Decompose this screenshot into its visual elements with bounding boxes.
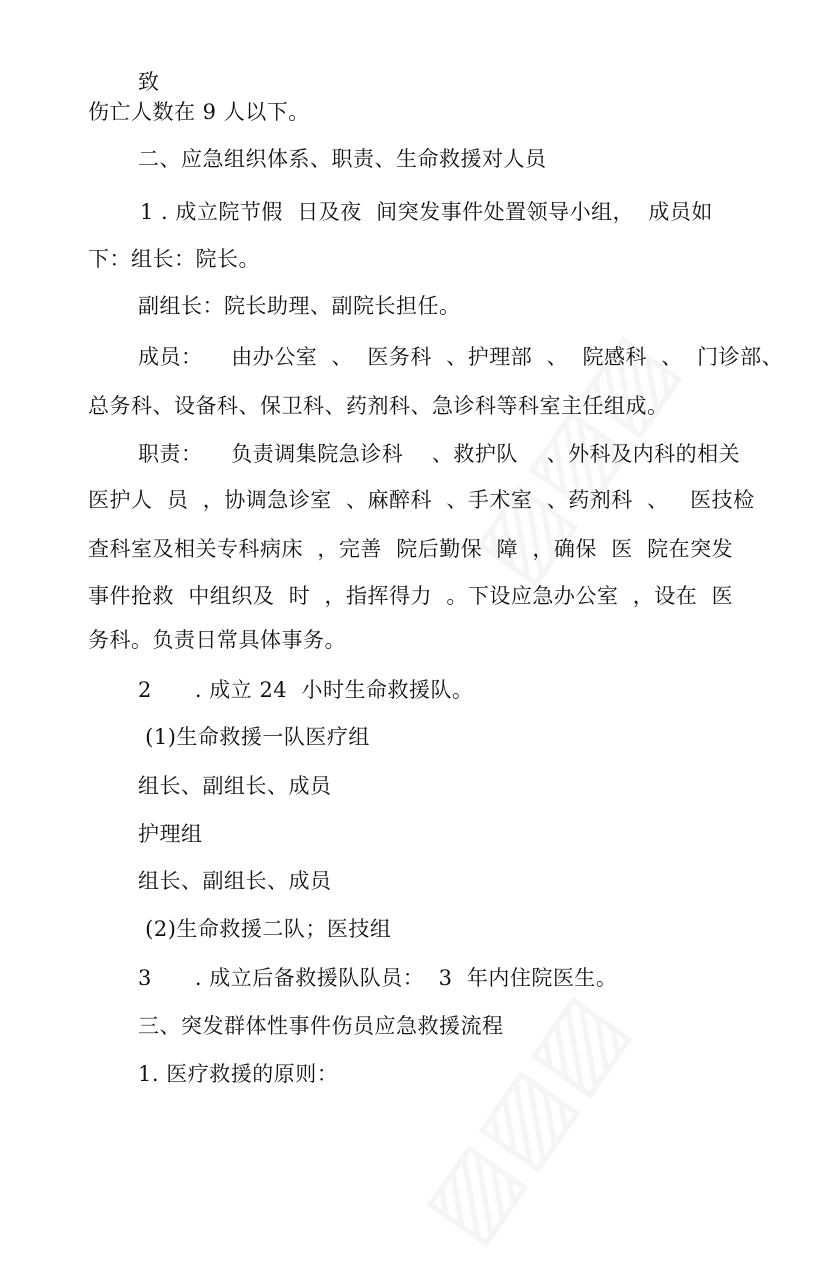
text-line: 下：组长：院长。	[88, 247, 260, 271]
section-heading: 三、突发群体性事件伤员应急救援流程	[138, 1014, 504, 1038]
text-line: 伤亡人数在 9 人以下。	[88, 100, 310, 124]
text-line: 1. 医疗救援的原则：	[138, 1062, 339, 1086]
text-line: 2 . 成立 24 小时生命救援队。	[138, 678, 474, 702]
text-line: 1 . 成立院节假 日及夜 间突发事件处置领导小组， 成员如	[140, 200, 713, 224]
text-line: 医护人 员 ，协调急诊室 、麻醉科 、手术室 、药剂科 、 医技检	[88, 488, 755, 512]
text-line: 组长、副组长、成员	[138, 774, 332, 798]
text-line: 副组长：院长助理、副院长担任。	[138, 294, 461, 318]
text-line: 成员： 由办公室 、 医务科 、护理部 、 院感科 、 门诊部、	[138, 345, 784, 369]
text-line: (1)生命救援一队医疗组	[138, 725, 370, 749]
text-line: 组长、副组长、成员	[138, 869, 332, 893]
text-line: 查科室及相关专科病床 ，完善 院后勤保 障 ，确保 医 院在突发	[88, 537, 734, 561]
text-line: 护理组	[138, 822, 203, 846]
text-line: 总务科、设备科、保卫科、药剂科、急诊科等科室主任组成。	[88, 394, 669, 418]
section-heading: 二、应急组织体系、职责、生命救援对人员	[138, 147, 547, 171]
text-line: 事件抢救 中组织及 时 ，指挥得力 。下设应急办公室 ，设在 医	[88, 584, 734, 608]
text-line: 务科。负责日常具体事务。	[88, 628, 346, 652]
text-line: (2)生命救援二队；医技组	[138, 917, 392, 941]
text-line: 致	[138, 70, 160, 94]
text-line: 3 . 成立后备救援队队员： 3 年内住院医生。	[138, 966, 618, 990]
text-line: 职责： 负责调集院急诊科 、救护队 、外科及内科的相关	[138, 442, 741, 466]
